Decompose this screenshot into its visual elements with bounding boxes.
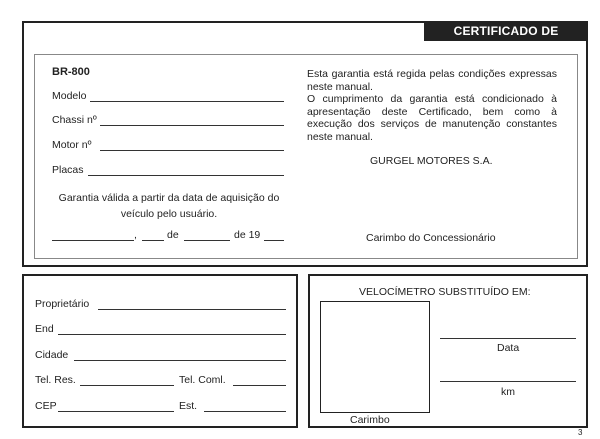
end-label: End — [35, 323, 54, 335]
cep-field[interactable] — [58, 411, 174, 412]
stamp-area-label: Carimbo — [350, 414, 390, 426]
date-de19-label: de 19 — [234, 229, 261, 241]
warranty-conditions-text: Esta garantia está regida pelas condições expressas neste manual. — [307, 68, 557, 93]
tel-coml-label: Tel. Coml. — [179, 374, 226, 386]
speedometer-km-field[interactable] — [440, 381, 576, 382]
company-name: GURGEL MOTORES S.A. — [370, 155, 493, 167]
date-de-label: de — [167, 229, 179, 241]
proprietario-label: Proprietário — [35, 298, 90, 310]
tel-res-field[interactable] — [80, 385, 174, 386]
placas-field[interactable] — [88, 175, 284, 176]
certificate-banner: CERTIFICADO DE GARANTIA — [424, 21, 588, 41]
placas-label: Placas — [52, 164, 84, 176]
stamp-area[interactable] — [320, 301, 430, 413]
speedometer-date-field[interactable] — [440, 338, 576, 339]
proprietario-field[interactable] — [98, 309, 286, 310]
modelo-field[interactable] — [90, 101, 284, 102]
tel-coml-field[interactable] — [233, 385, 286, 386]
speedometer-date-label: Data — [497, 342, 520, 354]
page-number: 3 — [578, 428, 583, 437]
est-label: Est. — [179, 400, 198, 412]
motor-label: Motor nº — [52, 139, 92, 151]
date-comma: , — [134, 229, 137, 241]
modelo-label: Modelo — [52, 90, 87, 102]
est-field[interactable] — [204, 411, 286, 412]
date-dayname-field[interactable] — [142, 240, 164, 241]
model-code: BR-800 — [52, 66, 90, 78]
dealer-stamp-label: Carimbo do Concessionário — [366, 232, 496, 244]
speedometer-title: VELOCÍMETRO SUBSTITUÍDO EM: — [359, 286, 531, 298]
chassi-field[interactable] — [100, 125, 284, 126]
date-year-field[interactable] — [264, 240, 284, 241]
cep-label: CEP — [35, 400, 57, 412]
warranty-fulfillment-text: O cumprimento da garantia está condicionado à apresentação deste Certificado, bem como à execução dos serviços de manutenção constantes neste manual. — [307, 93, 557, 143]
date-month-field[interactable] — [184, 240, 230, 241]
end-field[interactable] — [58, 334, 286, 335]
chassi-label: Chassi nº — [52, 114, 97, 126]
cidade-label: Cidade — [35, 349, 69, 361]
date-day-field[interactable] — [52, 240, 134, 241]
speedometer-km-label: km — [501, 386, 515, 398]
cidade-field[interactable] — [74, 360, 286, 361]
tel-res-label: Tel. Res. — [35, 374, 76, 386]
motor-field[interactable] — [100, 150, 284, 151]
validity-text: Garantia válida a partir da data de aquisição do veículo pelo usuário. — [58, 192, 280, 220]
